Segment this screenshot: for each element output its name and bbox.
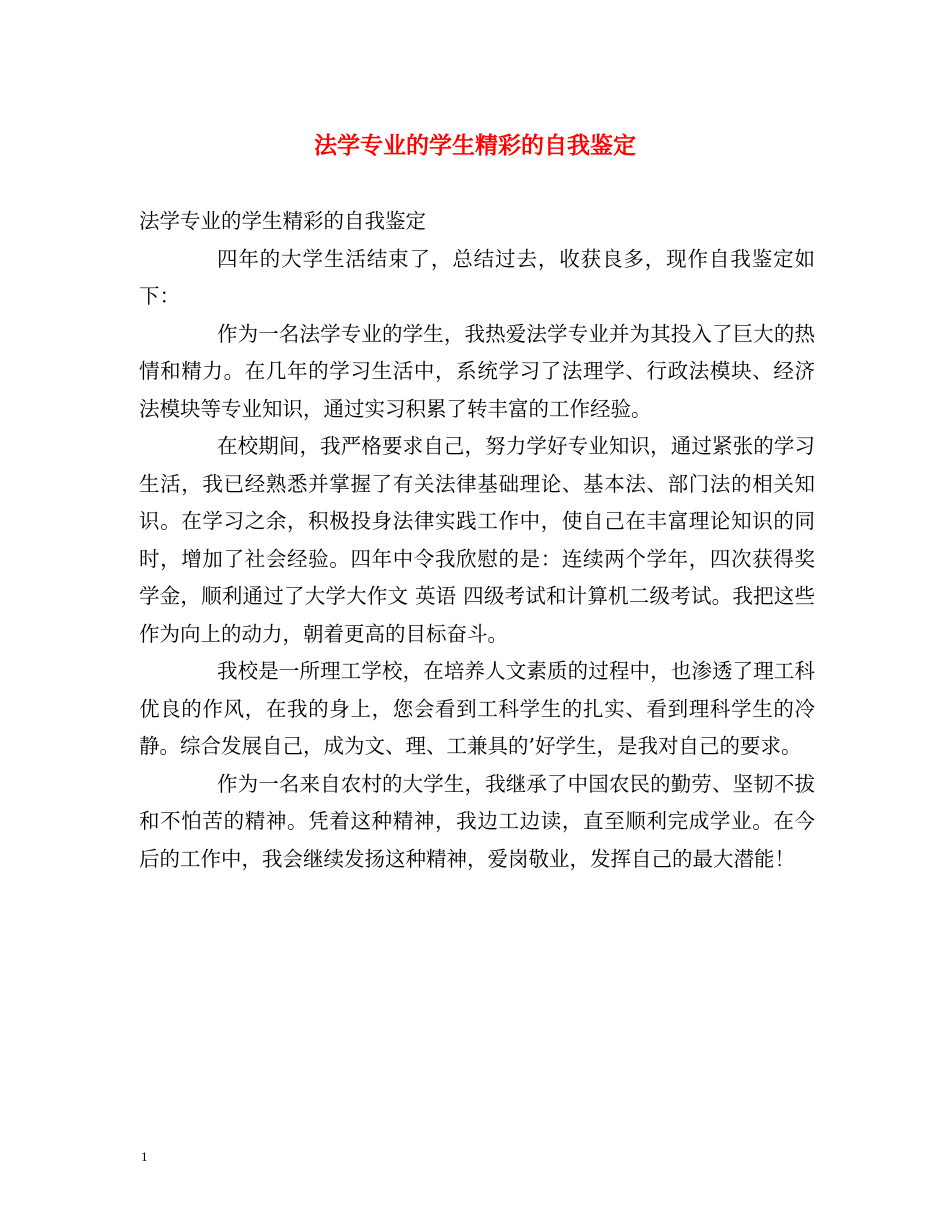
paragraph-4: 我校是一所理工学校，在培养人文素质的过程中，也渗透了理工科优良的作风，在我的身上，您会看到工科学生的扎实、看到理科学生的冷静。综合发展自己，成为文、理、工兼具的’好学生，是我对自己的要求。 bbox=[139, 659, 815, 758]
paragraph-5: 作为一名来自农村的大学生，我继承了中国农民的勤劳、坚韧不拔和不怕苦的精神。凭着这种精神，我边工边读，直至顺利完成学业。在今后的工作中，我会继续发扬这种精神，爱岗敬业，发挥自己的最大潜能！ bbox=[139, 771, 815, 871]
paragraph-3: 在校期间，我严格要求自己，努力学好专业知识，通过紧张的学习生活，我已经熟悉并掌握了有关法律基础理论、基本法、部门法的相关知识。在学习之余，积极投身法律实践工作中，使自己在丰富理论知识的同时，增加了社会经验。四年中令我欣慰的是：连续两个学年，四次获得奖学金，顺利通过了大学大作文 英语 四级考试和计算机二级考试。我把这些作为向上的动力，朝着更高的目标奋斗。 bbox=[139, 434, 815, 646]
paragraph-2: 作为一名法学专业的学生，我热爱法学专业并为其投入了巨大的热情和精力。在几年的学习生活中，系统学习了法理学、行政法模块、经济法模块等专业知识，通过实习积累了转丰富的工作经验。 bbox=[139, 321, 815, 421]
document-subtitle: 法学专业的学生精彩的自我鉴定 bbox=[139, 209, 426, 233]
document-title: 法学专业的学生精彩的自我鉴定 bbox=[314, 132, 636, 159]
document-body bbox=[139, 203, 815, 878]
paragraph-1: 四年的大学生活结束了，总结过去，收获良多，现作自我鉴定如下： bbox=[139, 246, 815, 308]
page-number: 1 bbox=[141, 1149, 148, 1164]
